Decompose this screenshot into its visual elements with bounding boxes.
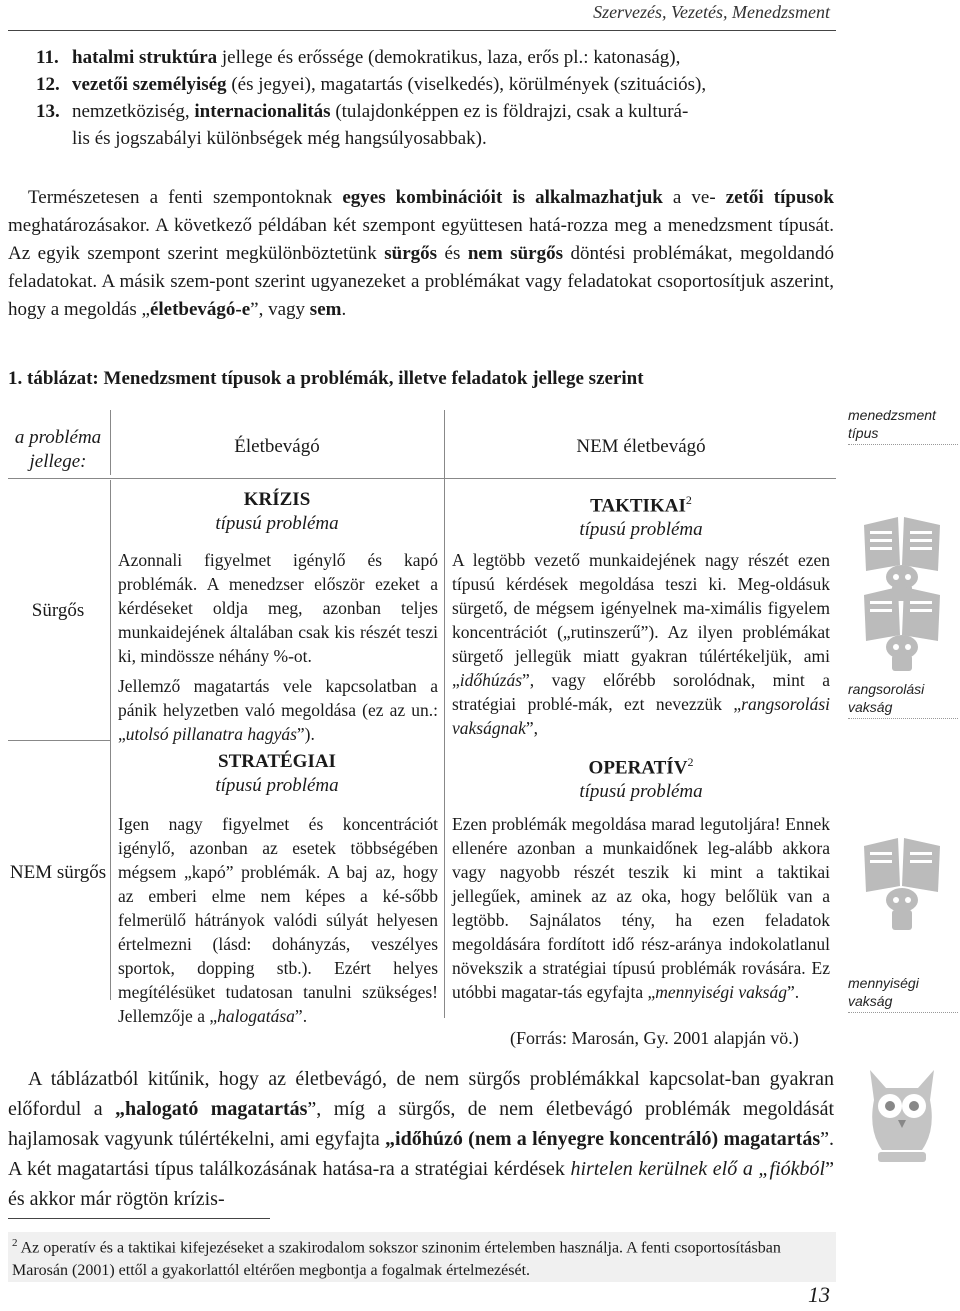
column-header-not-vital: NEM életbevágó — [576, 436, 706, 457]
list-number: 13. — [36, 101, 60, 122]
list-bold: hatalmi struktúra — [72, 47, 218, 68]
cell-operative: Ezen problémák megoldása marad legutoljára! Ennek ellenére azonban a munkaidőnek leg-alább akkora vagy nagyobb részét teszik ki mint a taktikai jellegűek, aminek az az oka, hogy belőlük van a legtöbb. Sajnálatos tény, ha ezen feladatok megoldására fordított idő rész-aránya indokolatlanul növekszik a stratégiai típusú problémák rovására. Ez utóbbi magatar-tás egyfajta „mennyiségi vakság”. — [452, 814, 830, 1002]
type-header-strategic: STRATÉGIAI típusú probléma — [215, 751, 339, 796]
cell-crisis: Azonnali figyelmet igénylő és kapó problémák. A menedzser először ezeket a kérdéseket oldja meg, azonban teljes munkaidejének általában csak kis részét teszi ki, mindössze néhány %-ot. Jellemző magatartás vele kapcsolatban a pánik helyzetben való megoldása (ez az un.: „utolsó pillanatra hagyás”). — [118, 550, 438, 744]
list-number: 11. — [36, 47, 59, 68]
table-source: (Forrás: Marosán, Gy. 2001 alapján vö.) — [510, 1028, 799, 1048]
table-rule — [8, 478, 836, 479]
cell-strategic: Igen nagy figyelmet és koncentrációt igénylő, azonban az esetek többségében mégsem „kapó” problémák. A baj az, hogy az emberi elme nem képes a ké-sőbb felmerülő hátrányok valódi súlyát helyesen értelmezni (lásd: dohányzás, veszélyes sportok, dopping stb.). Ezért helyes megítélésüket tudatosan tanulni szükséges! Jellemzője a „halogatása”. — [118, 814, 438, 1026]
list-text: nemzetköziség, — [72, 101, 195, 122]
cell-tactical: A legtöbb vezető munkaidejének nagy részét ezen típusú kérdések megoldása teszi ki. Meg-oldásuk sürgető, de mégsem igényelnek ma-ximális figyelem koncentrációt („rutinszerű”). Az ilyen problémákat sürgető jellegük miatt gyakran túlértékeljük, ami „időhúzás”, vagy előrébb sorolódnak, mint a stratégiai problé-mák, ezt nevezzük „rangsorolási vakságnak”, — [452, 550, 830, 738]
footnote-rule — [8, 1218, 270, 1219]
table-divider — [110, 480, 111, 1000]
owl-icon — [856, 1060, 948, 1180]
corner-label: a probléma jellege: — [14, 427, 102, 472]
list-text-cont: lis és jogszabályi különbségek még hangsúlyosabbak). — [72, 128, 487, 149]
list-text: (és jegyei), magatartás (viselkedés), körülmények (szituációs), — [226, 74, 707, 95]
footnote-mark: 2 — [12, 1237, 18, 1249]
conclusion-paragraph: A táblázatból kitűnik, hogy az életbevágó, de nem sürgős problémákkal kapcsolat-ban gyakran előfordul a „halogató magatartás”, míg a sürgős, de nem életbevágó problémák megoldását hajlamosak vagyunk túlértékelni, ami egyfajta „időhúzó (nem a lényegre koncentráló) magatartás”. A két magatartási típus találkozásának hatása-ra a stratégiai kérdések hirtelen kerülnek elő a „fiókból” és akkor már rögtön krízis- — [8, 1068, 835, 1210]
margin-note-management-type: menedzsment típus — [848, 407, 936, 441]
list-item — [28, 71, 828, 98]
margin-note-quantity-blindness: mennyiségi vakság — [848, 975, 919, 1009]
header-rule — [8, 30, 836, 31]
intro-paragraph: Természetesen a fenti szempontoknak egyes kombinációit is alkalmazhatjuk a ve- zetői típusok meghatározásakor. A következő példában két szempont együttesen hatá-rozza meg a menedzsment típusát. Az egyik szempont szerint megkülönböztetünk sürgős és nem sürgős döntési problémákat, megoldandó feladatokat. A másik szem-pont szerint ugyanezeket a problémákat vagy feladatokat csoportosítjuk aszerint, hogy a megoldás „életbevágó-e”, vagy sem. — [8, 187, 834, 320]
list-item — [28, 98, 828, 152]
row-header-urgent: Sürgős — [31, 600, 85, 621]
book-reader-icon — [856, 826, 948, 926]
page-number: 13 — [808, 1282, 830, 1307]
margin-note-rule — [848, 718, 958, 719]
type-header-tactical: TAKTIKAI$^2$ típusú probléma — [579, 493, 703, 541]
list-number: 12. — [36, 74, 60, 95]
table-divider — [110, 410, 111, 475]
table-rule — [8, 740, 110, 741]
criteria-list — [28, 44, 828, 152]
row-header-not-urgent: NEM sürgős — [9, 862, 107, 883]
footnote — [8, 1232, 836, 1282]
table-divider — [444, 410, 445, 1018]
running-header: Szervezés, Vezetés, Menedzsment — [593, 2, 830, 22]
type-header-crisis: KRÍZIS típusú probléma — [215, 489, 339, 534]
list-bold: internacionalitás — [194, 101, 331, 122]
list-item — [28, 44, 828, 71]
margin-note-rule — [848, 1012, 958, 1013]
table-caption: 1. táblázat: Menedzsment típusok a problémák, illetve feladatok jellege szerint — [8, 368, 644, 389]
type-header-operative: OPERATÍV$^2$ típusú probléma — [579, 755, 703, 803]
book-reader-icon — [856, 575, 948, 675]
list-text: (tulajdonképpen ez is földrajzi, csak a kulturá- — [330, 101, 689, 122]
margin-note-rule — [848, 444, 958, 445]
list-bold: vezetői személyiség — [72, 74, 227, 95]
footnote-text: Az operatív és a taktikai kifejezéseket a szakirodalom sokszor szinonim értelemben használja. A fenti csoportosításban Marosán (2001) ettől a gyakorlattól eltérően megbontja a fogalmak értelmezését. — [12, 1239, 781, 1280]
column-header-vital: Életbevágó — [234, 436, 320, 457]
list-text: jellege és erőssége (demokratikus, laza, erős pl.: katonaság), — [217, 47, 681, 68]
margin-note-ranking-blindness: rangsorolási vakság — [848, 681, 925, 715]
